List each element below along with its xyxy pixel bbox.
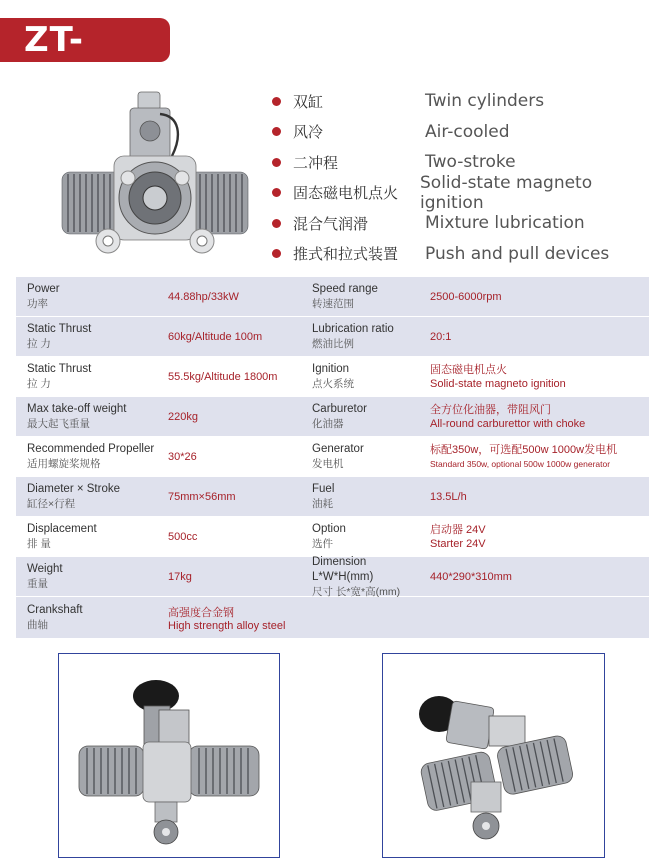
spec-value xyxy=(430,277,649,316)
spec-label xyxy=(301,397,430,436)
spec-row xyxy=(16,437,649,477)
feature-en: Air-cooled xyxy=(425,121,510,142)
spec-value: 500cc xyxy=(168,530,198,543)
spec-label-cn: 功率 xyxy=(27,298,48,310)
spec-row xyxy=(16,277,649,317)
spec-value-line: 标配350w，可选配500w 1000w发电机 xyxy=(430,443,618,456)
feature-item xyxy=(272,239,652,270)
bullet-icon xyxy=(272,127,281,136)
spec-label-en: Power xyxy=(27,283,60,295)
spec-label xyxy=(301,437,430,476)
spec-label xyxy=(301,517,430,556)
spec-row xyxy=(16,357,649,397)
feature-en: Push and pull devices xyxy=(425,243,610,264)
feature-item xyxy=(272,172,652,213)
feature-cn: 推式和拉式装置 xyxy=(293,245,399,264)
spec-label-en: Static Thrust xyxy=(27,363,92,375)
spec-value-line: All-round carburettor with choke xyxy=(430,417,586,430)
spec-label-cn: 排 量 xyxy=(27,538,51,550)
spec-value xyxy=(430,397,649,436)
spec-label-en: Generator xyxy=(312,443,364,455)
spec-value xyxy=(430,317,649,356)
spec-value-line: Standard 350w, optional 500w 1000w generator xyxy=(430,458,611,469)
spec-row xyxy=(16,517,649,557)
spec-label-en: Carburetor xyxy=(312,403,367,415)
spec-label-en: Diameter × Stroke xyxy=(27,483,120,495)
spec-row xyxy=(16,397,649,437)
spec-label-en: Weight xyxy=(27,563,63,575)
spec-label xyxy=(16,477,158,516)
spec-value xyxy=(158,597,285,638)
spec-value-line: Starter 24V xyxy=(430,537,486,550)
spec-value: 17kg xyxy=(168,570,192,583)
spec-value: 75mm×56mm xyxy=(168,490,236,503)
spec-label-en: Option xyxy=(312,523,346,535)
spec-value: 220kg xyxy=(168,410,198,423)
spec-value xyxy=(430,437,649,476)
spec-value-line: 20:1 xyxy=(430,330,452,343)
spec-row xyxy=(16,317,649,357)
spec-label-cn: 曲轴 xyxy=(27,619,48,631)
spec-label xyxy=(16,357,158,396)
spec-label xyxy=(301,277,430,316)
spec-label-en: Fuel xyxy=(312,483,335,495)
spec-label-cn: 点火系统 xyxy=(312,378,354,390)
spec-label xyxy=(16,557,158,596)
spec-label-cn: 燃油比例 xyxy=(312,338,354,350)
spec-label-en: Recommended Propeller xyxy=(27,443,155,455)
spec-value-line: 高强度合金钢 xyxy=(168,606,234,619)
spec-value: 44.88hp/33kW xyxy=(168,290,239,303)
feature-en: Mixture lubrication xyxy=(425,213,585,234)
spec-label-cn: 缸径×行程 xyxy=(27,498,76,510)
feature-cn: 风冷 xyxy=(293,123,324,142)
spec-label xyxy=(301,317,430,356)
spec-label-en: Lubrication ratio xyxy=(312,323,394,335)
spec-value-line: 440*290*310mm xyxy=(430,570,512,583)
spec-label-en: Ignition xyxy=(312,363,350,375)
spec-label xyxy=(16,437,158,476)
spec-value-line: High strength alloy steel xyxy=(168,619,286,632)
spec-label xyxy=(16,277,158,316)
spec-label-cn: 重量 xyxy=(27,578,48,590)
spec-label-cn: 拉 力 xyxy=(27,378,51,390)
spec-row xyxy=(16,597,649,639)
bullet-icon xyxy=(272,219,281,228)
engine-angle-image xyxy=(383,654,603,856)
spec-label-cn: 发电机 xyxy=(312,458,344,470)
spec-label-cn: 最大起飞重量 xyxy=(27,418,90,430)
spec-label-cn: 选件 xyxy=(312,538,333,550)
spec-value: 60kg/Altitude 100m xyxy=(168,330,263,343)
spec-value xyxy=(430,557,649,596)
engine-photo-angle xyxy=(382,653,605,858)
spec-row xyxy=(16,557,649,597)
spec-label xyxy=(16,397,158,436)
spec-table xyxy=(16,277,649,639)
feature-en: Two-stroke xyxy=(425,152,516,173)
spec-label-en: Displacement xyxy=(27,523,97,535)
feature-cn: 混合气润滑 xyxy=(293,214,369,233)
bullet-icon xyxy=(272,97,281,106)
feature-cn: 双缸 xyxy=(293,92,324,111)
feature-item xyxy=(272,86,652,117)
spec-value-line: 固态磁电机点火 xyxy=(430,363,507,376)
bullet-icon xyxy=(272,158,281,167)
spec-value-line: 2500-6000rpm xyxy=(430,290,502,303)
bullet-icon xyxy=(272,249,281,258)
spec-value: 30*26 xyxy=(168,450,197,463)
spec-label-cn: 尺寸 长*宽*高(mm) xyxy=(312,585,401,598)
feature-item xyxy=(272,117,652,148)
spec-label-cn: 拉 力 xyxy=(27,338,51,350)
bullet-icon xyxy=(272,188,281,197)
spec-label-cn: 转速范围 xyxy=(312,298,354,310)
feature-cn: 二冲程 xyxy=(293,153,339,172)
engine-front-image xyxy=(60,86,250,261)
spec-label-en: Dimension L*W*H(mm) xyxy=(312,555,374,583)
spec-value: 55.5kg/Altitude 1800m xyxy=(168,370,278,383)
spec-label xyxy=(16,517,158,556)
feature-cn: 固态磁电机点火 xyxy=(293,184,399,203)
feature-en: Twin cylinders xyxy=(425,91,545,112)
engine-side-image xyxy=(59,654,278,856)
spec-row xyxy=(16,477,649,517)
spec-label-cn: 化油器 xyxy=(312,418,344,430)
product-title: ZT-T500 xyxy=(0,18,170,62)
spec-label xyxy=(16,317,158,356)
spec-value xyxy=(430,477,649,516)
spec-value-line: 全方位化油器，带阻风门 xyxy=(430,403,551,416)
engine-photo-front xyxy=(58,653,280,858)
spec-label xyxy=(16,597,158,638)
spec-label-cn: 油耗 xyxy=(312,498,333,510)
spec-label-cn: 适用螺旋桨规格 xyxy=(27,458,101,470)
spec-label-en: Static Thrust xyxy=(27,323,92,335)
feature-list xyxy=(272,86,652,269)
spec-label xyxy=(301,557,430,596)
spec-value xyxy=(430,517,649,556)
spec-label xyxy=(301,477,430,516)
spec-value-line: 13.5L/h xyxy=(430,490,467,503)
spec-label-en: Max take-off weight xyxy=(27,403,127,415)
spec-value xyxy=(430,357,649,396)
spec-label xyxy=(301,357,430,396)
spec-label-en: Speed range xyxy=(312,283,378,295)
spec-value-line: Solid-state magneto ignition xyxy=(430,377,566,390)
feature-en: Solid-state magneto ignition xyxy=(420,172,593,213)
spec-value-line: 启动器 24V xyxy=(430,523,486,536)
spec-label-en: Crankshaft xyxy=(27,604,83,616)
